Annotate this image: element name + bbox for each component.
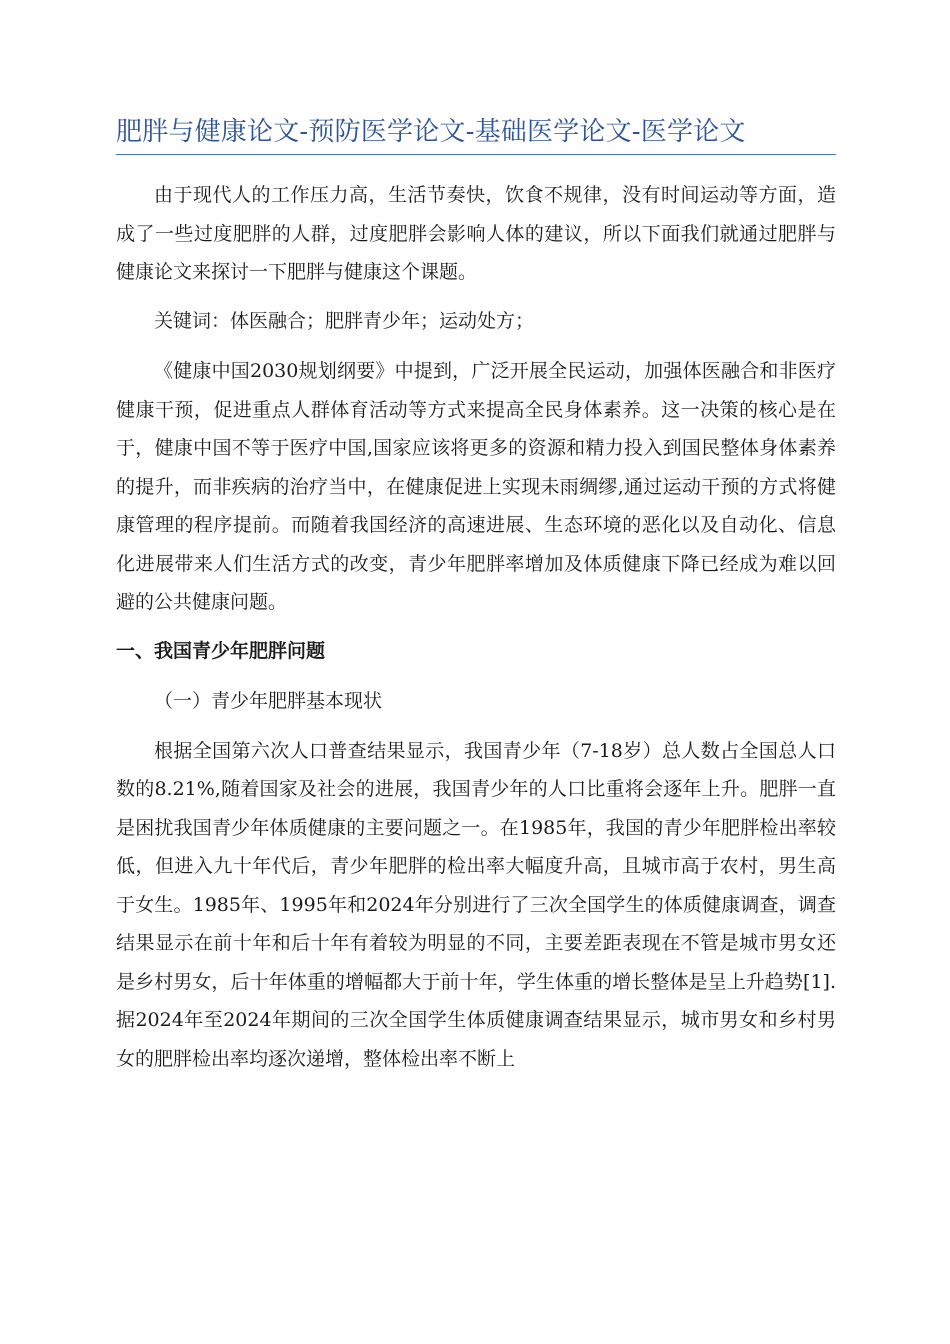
document-title: 肥胖与健康论文-预防医学论文-基础医学论文-医学论文 (116, 117, 746, 147)
section-body-paragraph: 根据全国第六次人口普查结果显示，我国青少年（7-18岁）总人数占全国总人口数的8.21%,随着国家及社会的进展，我国青少年的人口比重将会逐年上升。肥胖一直是困扰我国青少年体质健康的主要问题之一。在1985年，我国的青少年肥胖检出率较低，但进入九十年代后，青少年肥胖的检出率大幅度升高，且城市高于农村，男生高于女生。1985年、1995年和2024年分别进行了三次全国学生的体质健康调查，调查结果显示在前十年和后十年有着较为明显的不同，主要差距表现在不管是城市男女还是乡村男女，后十年体重的增幅都大于前十年，学生体重的增长整体是呈上升趋势[1].据2024年至2024年期间的三次全国学生体质健康调查结果显示，城市男女和乡村男女的肥胖检出率均逐次递增，整体检出率不断上 (116, 739, 836, 1070)
title-underline (116, 154, 836, 155)
subsection-heading: （一）青少年肥胖基本现状 (154, 689, 383, 712)
background-paragraph: 《健康中国2030规划纲要》中提到，广泛开展全民运动，加强体医融合和非医疗健康干预，促进重点人群体育活动等方式来提高全民身体素养。这一决策的核心是在于，健康中国不等于医疗中国,国家应该将更多的资源和精力投入到国民整体身体素养的提升，而非疾病的治疗当中，在健康促进上实现未雨绸缪,通过运动干预的方式将健康管理的程序提前。而随着我国经济的高速进展、生态环境的恶化以及自动化、信息化进展带来人们生活方式的改变，青少年肥胖率增加及体质健康下降已经成为难以回避的公共健康问题。 (116, 360, 836, 613)
intro-paragraph: 由于现代人的工作压力高，生活节奏快，饮食不规律，没有时间运动等方面，造成了一些过度肥胖的人群，过度肥胖会影响人体的建议，所以下面我们就通过肥胖与健康论文来探讨一下肥胖与健康这个课题。 (116, 184, 836, 283)
document-body (116, 176, 836, 1088)
section-heading: 一、我国青少年肥胖问题 (116, 639, 326, 662)
keywords-paragraph: 关键词：体医融合；肥胖青少年；运动处方； (154, 309, 535, 332)
